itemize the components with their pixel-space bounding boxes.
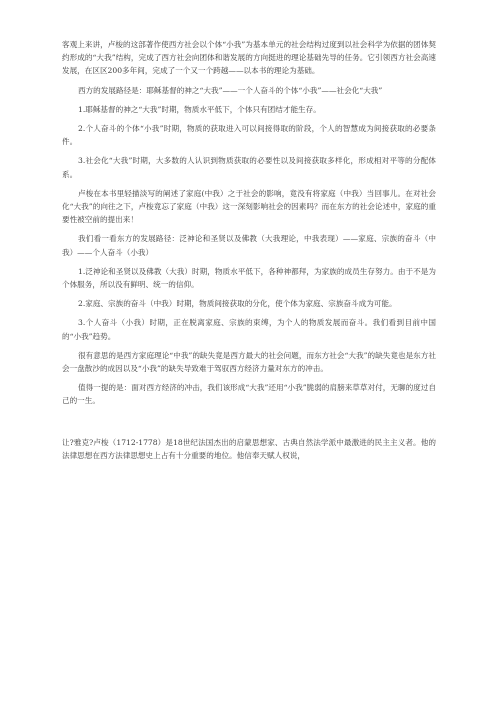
paragraph-eastern-path: 我们看一看东方的发展路径：泛神论和圣贤以及佛教（大我理论，中我表现）——家庭、宗族的奋斗（中我）——个人奋斗（小我） (62, 234, 436, 257)
paragraph-western-stage-1: 1.耶稣基督的神之“大我”时期，物质水平低下，个体只有团结才能生存。 (78, 104, 321, 114)
paragraph-rousseau-bio: 让?雅克?卢梭（1712-1778）是18世纪法国杰出的启蒙思想家、古典自然法学派中最激进的民主主义者。他的法律思想在西方法律思想史上占有十分重要的地位。他信奉天赋人权说， (62, 437, 436, 460)
document-page (62, 38, 436, 462)
paragraph-western-path: 西方的发展路径是：耶稣基督的神之“大我”——一个人奋斗的个体“小我”——社会化“大我” (78, 85, 383, 95)
paragraph-eastern-stage-1: 1.泛神论和圣贤以及佛教（大我）时期，物质水平低下，各种神都拜，为家族的成员生存努力。由于不是为个体服务，所以没有鲜明、统一的信仰。 (62, 266, 436, 290)
paragraph-eastern-stage-3: 3.个人奋斗（小我）时期，正在脱离家庭、宗族的束缚，为个人的物质发展而奋斗。我们看到目前中国的“小我”趋势。 (62, 318, 436, 341)
paragraph-intro: 客观上来讲，卢梭的这部著作使西方社会以个体“小我”为基本单元的社会结构过度到以社会科学为依据的团体契约形成的“大我”结构，完成了西方社会向团体和谐发展的方向挺进的理论基础先导的任务。它引领西方社会高速发展，在区区200多年间，完成了一个又一个跨越——以本书的理论为基础。 (62, 40, 436, 76)
paragraph-comparison: 很有意思的是西方家庭理论“中我”的缺失竟是西方最大的社会问题，而东方社会“大我”的缺失竟也是东方社会一盘散沙的成因以及“小我”的缺失导致难于驾驭西方经济力量对东方的冲击。 (62, 350, 436, 374)
paragraph-conclusion: 值得一提的是：面对西方经济的冲击，我们该形成“大我”还用“小我”脆弱的肩膀来草草对付，无聊的度过自己的一生。 (62, 383, 436, 406)
paragraph-eastern-stage-2: 2.家庭、宗族的奋斗（中我）时期，物质间接获取的分化，使个体为家庭、宗族奋斗成为可能。 (78, 299, 397, 309)
paragraph-western-stage-2: 2.个人奋斗的个体“小我”时期，物质的获取进入可以间接得取的阶段，个人的智慧成为间接获取的必要条件。 (62, 124, 436, 147)
paragraph-western-stage-3: 3.社会化“大我”时期，大多数的人认识到物质获取的必要性以及间接获取多样化，形成相对平等的分配体系。 (62, 156, 436, 179)
paragraph-family-role: 卢梭在本书里轻描淡写的阐述了家庭(中我）之于社会的影响，竟没有将家庭（中我）当回事儿。在对社会化“大我”的向往之下，卢梭竟忘了家庭（中我）这一深刻影响社会的因素吗？而在东方的社会论述中，家庭的重要性被空前的提出来！ (62, 188, 436, 225)
